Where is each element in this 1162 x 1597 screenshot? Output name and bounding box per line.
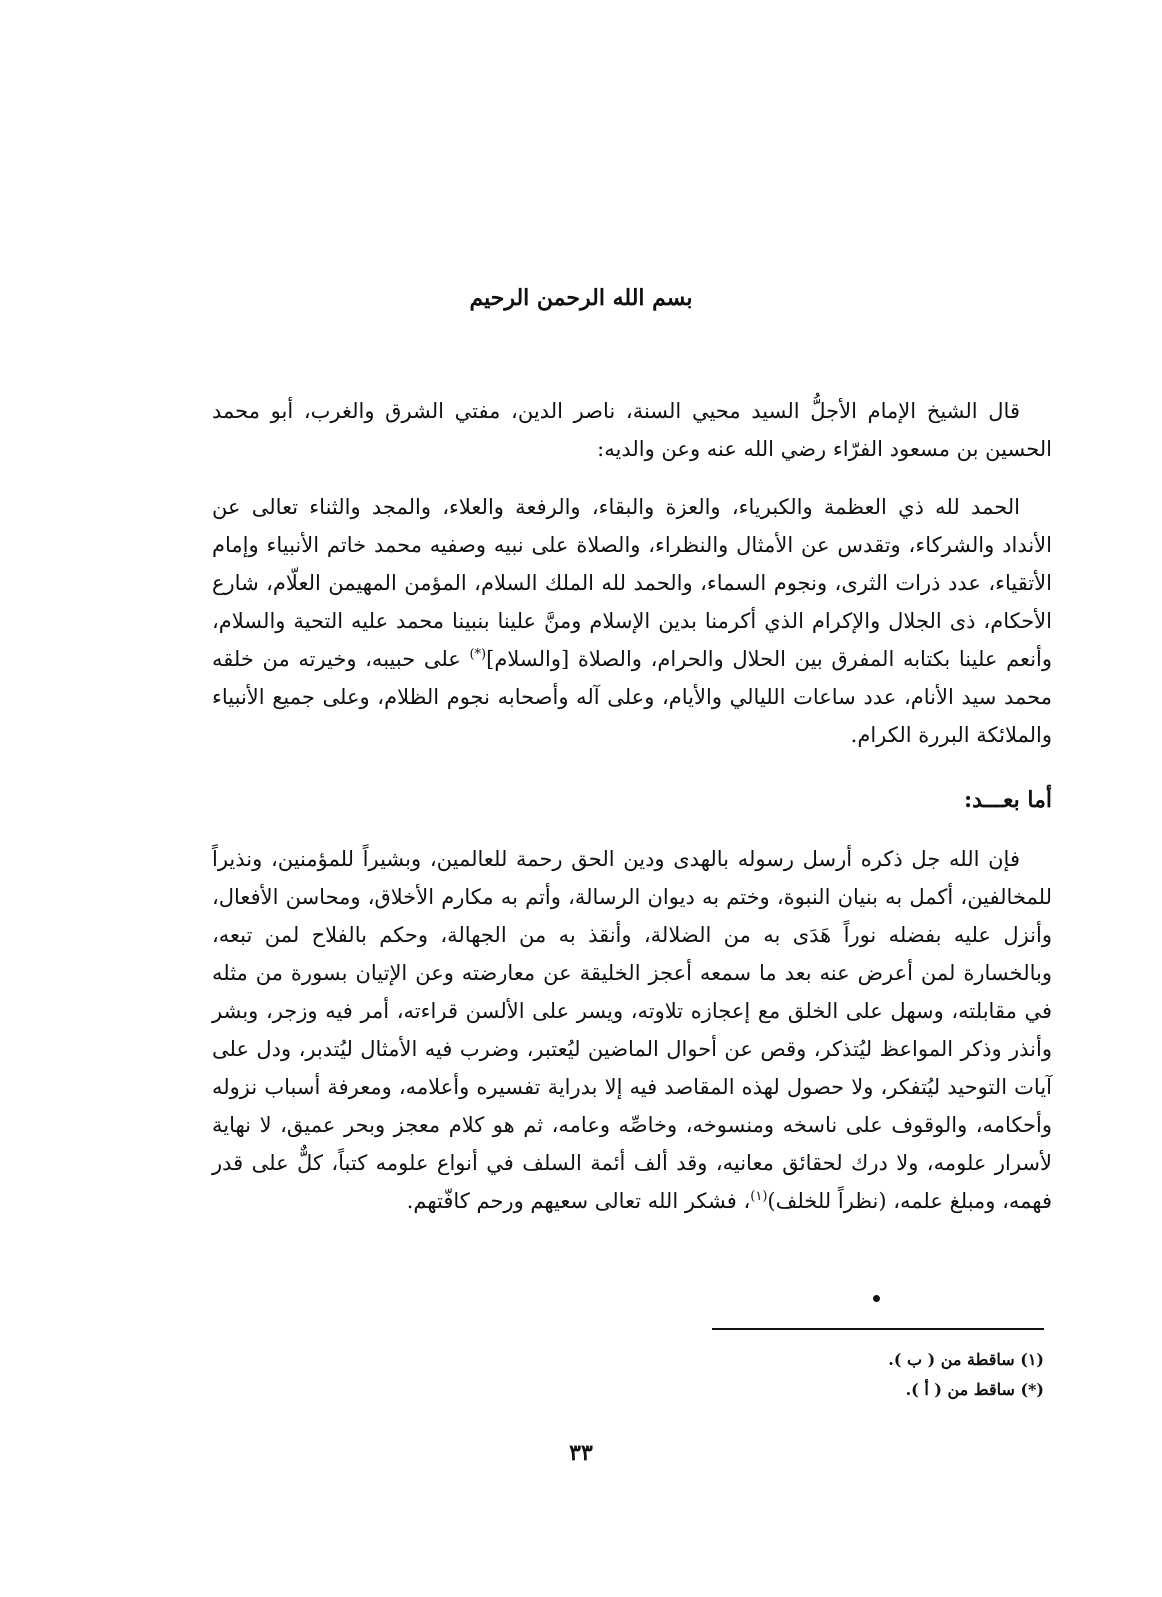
body-text-part-1: فإن الله جل ذكره أرسل رسوله بالهدى ودين الحق رحمة للعالمين، وبشيراً للمؤمنين، ونذيراً للمخالفين، أكمل به بنيان النبوة، وختم به ديوان الرسالة، وأتم به مكارم الأخلاق، ومحاسن الأفعال، وأنزل عليه بفضله نوراً هَدَى به من الضلالة، وأنقذ به من الجهالة، وحكم بالفلاح لمن تبعه، وبالخسارة لمن أعرض عنه بعد ما سمعه أعجز الخليقة عن معارضته وعن الإتيان بسورة من مثله في مقابلته، وسهل على الخلق مع إعجازه تلاوته، ويسر على الألسن قراءته، أمر فيه وزجر، وبشر وأنذر وذكر المواعظ ليُتذكر، وقص عن أحوال الماضين ليُعتبر، وضرب فيه الأمثال ليُتدبر، ودل على آيات التوحيد ليُتفكر، ولا حصول لهذه المقاصد فيه إلا بدراية تفسيره وأعلامه، ومعرفة أسباب نزوله وأحكامه، والوقوف على ناسخه ومنسوخه، وخاصِّه وعامه، ثم هو كلام معجز وبحر عميق، لا نهاية لأسرار علومه، ولا درك لحقائق معانيه، وقد ألف أئمة السلف في أنواع علومه كتباً، كلٌّ على قدر فهمه، ومبلغ علمه، (نظراً للخلف) (212, 847, 1052, 1213)
hamd-text-part-1: الحمد لله ذي العظمة والكبرياء، والعزة والبقاء، والرفعة والعلاء، والمجد والثناء تعالى عن الأنداد والشركاء، وتقدس عن الأمثال والنظراء، والصلاة على نبيه وصفيه محمد خاتم الأنبياء وإمام الأتقياء، عدد ذرات الثرى، ونجوم السماء، والحمد لله الملك السلام، المؤمن المهيمن العلّام، شارع الأحكام، ذى الجلال والإكرام الذي أكرمنا بدين الإسلام ومنَّ علينا بنبينا محمد عليه التحية والسلام، وأنعم علينا بكتابه المفرق بين الحلال والحرام، والصلاة [والسلام] (212, 495, 1053, 671)
footnotes (644, 1345, 1044, 1405)
footnote-marker-1: (١) (750, 1189, 768, 1204)
basmala-heading: بسم الله الرحمن الرحيم (469, 285, 693, 311)
hamd-text-part-2: على حبيبه، وخيرته من خلقه محمد سيد الأنام، عدد ساعات الليالي والأيام، وعلى آله وأصحابه نجوم الظلام، وعلى جميع الأنبياء والملائكة البررة الكرام. (212, 647, 1052, 747)
amma-baad-heading: أما بعـــد: (964, 787, 1052, 813)
page-number: ٣٣ (569, 1440, 593, 1466)
footnote-marker-star: (*) (469, 647, 487, 662)
footnote-1: (١) ساقطة من ( ب ). (888, 1350, 1044, 1369)
section-end-dot (873, 1295, 880, 1302)
footnote-star: (*) ساقط من ( أ ). (905, 1380, 1044, 1399)
intro-paragraph (212, 392, 1052, 468)
body-paragraph (212, 840, 1052, 1220)
hamd-paragraph (212, 488, 1052, 754)
intro-text: قال الشيخ الإمام الأجلُّ السيد محيي السنة، ناصر الدين، مفتي الشرق والغرب، أبو محمد الحسين بن مسعود الفرّاء رضي الله عنه وعن والديه: (212, 399, 1052, 461)
footnote-separator (712, 1328, 1044, 1330)
body-text-part-2: ، فشكر الله تعالى سعيهم ورحم كافّتهم. (406, 1189, 751, 1213)
